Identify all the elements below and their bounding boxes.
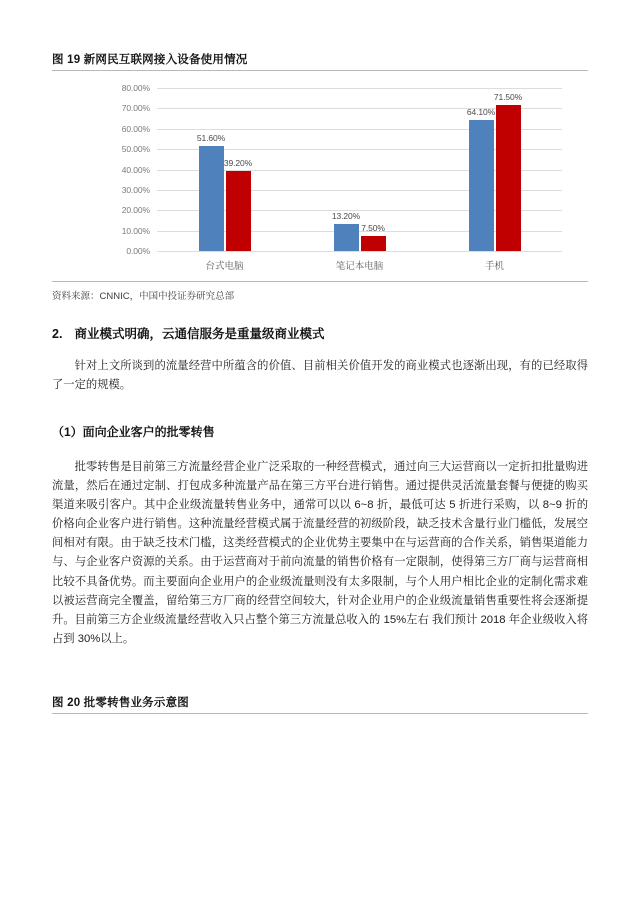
chart-y-tick-label: 10.00% — [121, 225, 150, 236]
chart-y-tick-label: 80.00% — [121, 83, 150, 93]
chart-category-label: 台式电脑 — [205, 261, 244, 272]
figure-20-title: 图 20 批零转售业务示意图 — [52, 697, 189, 709]
chart-bar-value-label: 13.20% — [331, 211, 361, 222]
chart-category-label: 手机 — [484, 261, 504, 272]
chart-y-axis — [52, 83, 150, 256]
subsection-1-heading: （1）面向企业客户的批零转售 — [52, 425, 215, 439]
chart-y-tick-label: 40.00% — [121, 164, 150, 175]
figure-19-title: 图 19 新网民互联网接入设备使用情况 — [52, 54, 248, 66]
chart-gridline — [157, 251, 562, 252]
section-2-number: 2. — [52, 327, 63, 341]
chart-bar-value-label: 7.50% — [361, 222, 385, 233]
chart-y-tick-label: 70.00% — [121, 103, 150, 114]
chart-bar-value-label: 64.10% — [466, 107, 496, 118]
chart-y-tick-label: 50.00% — [121, 144, 150, 155]
figure-19-chart — [52, 76, 588, 278]
chart-bar-value-label: 51.60% — [196, 132, 226, 143]
chart-bar — [469, 120, 494, 251]
chart-plot-area — [157, 88, 562, 251]
figure-19-source: 资料来源：CNNIC，中国中投证券研究总部 — [52, 291, 235, 302]
chart-y-tick-label: 0.00% — [126, 246, 150, 256]
chart-bar — [226, 171, 251, 251]
chart-bar — [496, 105, 521, 251]
chart-y-tick-label: 30.00% — [121, 184, 150, 195]
chart-gridline — [157, 88, 562, 89]
chart-bar-value-label: 39.20% — [223, 158, 253, 169]
chart-category-label: 笔记本电脑 — [335, 261, 384, 272]
figure-20-top-rule — [52, 713, 588, 714]
chart-bar-value-label: 71.50% — [493, 92, 523, 103]
chart-bar — [361, 236, 386, 251]
section-2-title: 商业模式明确，云通信服务是重量级商业模式 — [74, 327, 325, 341]
chart-y-tick-label: 20.00% — [121, 205, 150, 216]
subsection-1-paragraph: 批零转售是目前第三方流量经营企业广泛采取的一种经营模式，通过向三大运营商以一定折扣批量购进流量，然后在通过定制、打包成多种流量产品在第三方平台进行销售。通过提供灵活流量套餐与便捷的购买渠道来吸引客户。其中企业级流量转售业务中，通常可以以 6~8 折，最低可达 5 折进行采购，以 8~9 折的价格向企业客户进行销售。这种流量经营模式属于流量经营的初级阶段，缺乏技术含量行业门槛低，发展空间相对有限。由于缺乏技术门槛，这类经营模式的企业优势主要集中在与运营商的合作关系，销售渠道能力与、与企业客户资源的关系。由于运营商对于前向流量的销售价格有一定限制，使得第三方厂商与运营商相比较不具备优势。而主要面向企业用户的企业级流量则没有太多限制，与个人用户相比企业的定制化需求难以被运营商完全覆盖，留给第三方厂商的经营空间较大，针对企业用户的企业级流量销售重要性将会逐渐提升。目前第三方企业级流量经营收入只占整个第三方流量总收入的 15%左右 我们预计 2018 年企业级收入将占到 30%以上。 — [52, 461, 588, 645]
section-2-heading — [52, 324, 324, 342]
section-2-paragraph: 针对上文所谈到的流量经营中所蕴含的价值、目前相关价值开发的商业模式也逐渐出现，有的已经取得了一定的规模。 — [52, 360, 588, 392]
figure-19-top-rule — [52, 70, 588, 71]
chart-y-tick-label: 60.00% — [121, 123, 150, 134]
figure-19-bottom-rule — [52, 281, 588, 282]
